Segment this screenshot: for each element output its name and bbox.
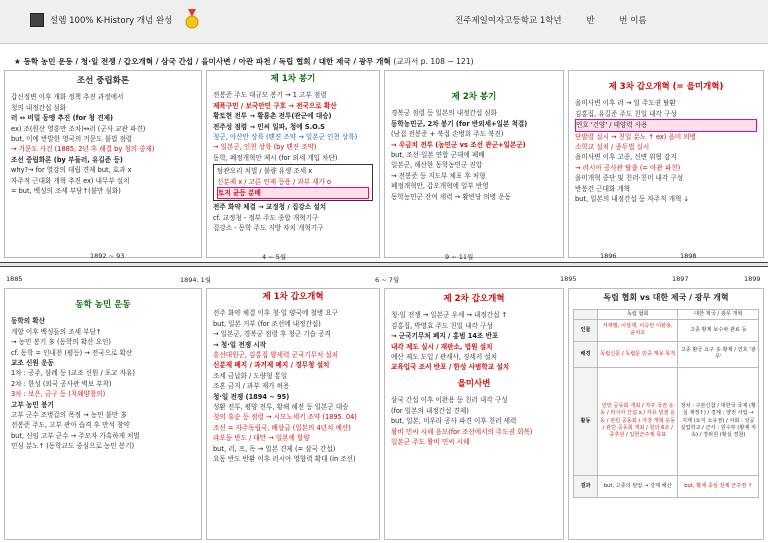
text-line: 탐관오리 처벌 / 불량 유생 조세 x bbox=[217, 167, 313, 176]
text-line: 러 ↔ 비밀 동맹 추진 (for 청 견제) bbox=[11, 114, 113, 123]
text-line: 황토현 전투 → 황룡촌 전투(관군에 대승) bbox=[213, 112, 332, 121]
table-header: 독립 협회 bbox=[598, 309, 678, 319]
table-cell: 고종 환궁 요구 多 황제 / 연호 '광무' bbox=[678, 341, 759, 367]
text-line: → 농민 봉기 多 (동학의 확산 요인) bbox=[11, 338, 111, 347]
third-reform-title: 제 3차 갑오개혁 (= 을미개혁) bbox=[608, 82, 724, 92]
medal-icon bbox=[185, 9, 199, 29]
text-line: 1차 : 공주, 삼례 등 (교조 신원 / 포교 자유) bbox=[11, 369, 135, 378]
third-reform-box bbox=[568, 70, 764, 258]
text-line: 동학농민군 잔여 세력 → 활빈당 의병 운동 bbox=[391, 192, 512, 201]
text-line: but, 러, 프, 독 → 일본 견제 (= 삼국 간섭) bbox=[213, 444, 336, 453]
text-line: 동학농민군, 2차 봉기 (for 반외세+일본 척결) bbox=[391, 119, 528, 128]
text-line: 반봉건 근대화 개혁 bbox=[575, 184, 631, 193]
text-line: 흥선대원군, 김홍집 양세력 군국기무처 설치 bbox=[213, 351, 339, 360]
text-line: (for 일본의 내정간섭 견제) bbox=[391, 406, 469, 415]
second-uprising-title: 제 2차 봉기 bbox=[451, 92, 497, 102]
timeline-date: 9 ~ 11월 bbox=[445, 253, 474, 261]
text-line: → 군국기무처 폐지 / 홍범 14조 반포 bbox=[391, 332, 499, 341]
first-uprising-title: 제 1차 봉기 bbox=[270, 74, 316, 84]
text-line: 토지 균등 분배 bbox=[217, 187, 369, 199]
timeline-year: 1895 bbox=[560, 275, 577, 283]
third-reform-lines bbox=[575, 98, 757, 204]
text-line: 을미개혁 중단 및 친러·친미 내각 구성 bbox=[575, 174, 684, 183]
text-line: but, 일본의 내정간섭 등 자주적 개혁 ↓ bbox=[575, 195, 689, 204]
text-line: 교조 신원 운동 bbox=[11, 359, 54, 368]
text-line: 요동 반도 반환 이후 러시아 영향력 확대 (in 조선) bbox=[213, 455, 356, 464]
text-line: → 전봉준 등 지도부 체포 후 처형 bbox=[391, 171, 486, 180]
text-line: → 거문도 사건 (1885, 2년 후 해결 by 청의 중재) bbox=[11, 145, 155, 154]
second-uprising-lines bbox=[391, 108, 557, 202]
text-line: 일본군 주도 왕비 민씨 시해 bbox=[391, 437, 470, 446]
text-line: 청군, 아산만 상륙 (톈진 조약 → 일본군 인천 상륙) bbox=[213, 133, 358, 142]
text-line: 일본군, 해산한 동학농민군 진압 bbox=[391, 161, 483, 170]
first-uprising-box bbox=[206, 70, 380, 258]
timeline-date: 1898 bbox=[680, 252, 697, 260]
text-line: why?→ for 열강의 대립 견제 but, 효과 x bbox=[11, 166, 132, 175]
timeline-year: 1897 bbox=[672, 275, 689, 283]
text-line: 전주 화약 체결 → 교정청 / 집강소 설치 bbox=[213, 203, 327, 212]
table-cell: but, 고종의 탄압 → 강제 해산 bbox=[598, 475, 678, 497]
text-line: 자주적 근대화 개혁 추진 ex) 내무부 설치 bbox=[11, 176, 130, 185]
text-line: 김홍집, 박영효 주도 친일 내각 구성 bbox=[391, 321, 493, 330]
donghak-lines bbox=[11, 316, 195, 451]
text-line: 조선 = 자주독립국, 배상금 (일본의 4년치 예산) bbox=[213, 423, 351, 432]
worksheet-title: 설렘 100% K-History 개념 완성 bbox=[50, 16, 173, 26]
table-header: 대한 제국 / 광무 개혁 bbox=[678, 309, 759, 319]
second-reform-box bbox=[384, 288, 564, 540]
text-line: cf. 동학 = 인내천 (평등) → 전국으로 확산 bbox=[11, 348, 133, 357]
comparison-table bbox=[573, 309, 759, 498]
neutrality-lines bbox=[11, 92, 195, 196]
eulmi-incident-lines bbox=[391, 395, 557, 447]
table-cell: 독립신문 / 독립문 민중 계몽 목적 bbox=[598, 341, 678, 367]
text-line: 단발령 실시 → 친일 분노 ↑ ex) 을미 의병 bbox=[575, 132, 697, 141]
first-uprising-lines bbox=[213, 90, 373, 163]
text-line: 동학, 폐정개혁안 제시 (for 외세 개입 차단) bbox=[213, 153, 338, 162]
page-subtitle: ★ 동학 농민 운동 / 청·일 전쟁 / 갑오개혁 / 삼국 간섭 / 을미사변 / 아관 파천 / 독립 협회 / 대한 제국 / 광무 개혁 (교과서 p. 108 ~ 121) bbox=[14, 57, 474, 66]
text-line: → 일본군, 경복궁 점령 후 청군 기습 공격 bbox=[213, 330, 331, 339]
text-line: 청·일 전쟁 (1894 ~ 95) bbox=[213, 392, 290, 401]
books-logo-icon bbox=[30, 13, 44, 27]
timeline-year: 1899 bbox=[744, 275, 761, 283]
text-line: 교육입국 조서 반포 / 한성 사범학교 설치 bbox=[391, 363, 510, 372]
donghak-title: 동학 농민 운동 bbox=[75, 300, 131, 310]
text-line: 청의 내정간섭 심화 bbox=[11, 103, 67, 112]
row-label: 결과 bbox=[574, 475, 598, 497]
text-line: ex) 조(원산 영흥만 조차)↔러 (군사 교관 파견) bbox=[11, 124, 146, 133]
text-line: 연호 '건양' / 태양력 사용 bbox=[575, 119, 757, 131]
table-cell: 서재필, 이상재, 이승만 이완용, 윤치호 bbox=[598, 319, 678, 341]
text-line: 소학교 설치 / 종두법 실시 bbox=[575, 143, 650, 152]
text-line: 신분제 폐지 / 과거제 폐지 / 경무청 설치 bbox=[213, 361, 330, 370]
text-line: → 러시아 공사관 탈출 (= 아관 파천) bbox=[575, 163, 681, 172]
text-line: 을미사변 이후 고종, 신변 위협 감지 bbox=[575, 153, 677, 162]
text-line: 고부 군수 조병갑의 폭정 → 농민 불만 多 bbox=[11, 411, 127, 420]
text-line: 폐정개혁안, 갑오개혁에 일부 반영 bbox=[391, 182, 489, 191]
row-label: 배경 bbox=[574, 341, 598, 367]
text-line: 조세 금납화 / 도량형 통일 bbox=[213, 371, 288, 380]
text-line: 갑신정변 이후 개화 정책 추진 과정에서 bbox=[11, 93, 124, 102]
name-label: 번 이름 bbox=[619, 16, 647, 26]
text-line: → 일본군, 인천 상륙 (by 톈진 조약) bbox=[213, 143, 317, 152]
timeline-bar bbox=[0, 262, 768, 267]
text-line: 청·일 전쟁 → 일본군 우세 → 내정간섭 ↑ bbox=[391, 311, 508, 320]
class-label: 반 bbox=[586, 16, 595, 26]
text-line: but, 일본 거부 (for 조선에 내정간섭) bbox=[213, 319, 321, 328]
timeline-year: 1894. 1월 bbox=[180, 276, 212, 284]
first-reform-box bbox=[206, 288, 380, 540]
text-line: but, 조선·일본 연합 군대에 패배 bbox=[391, 151, 485, 160]
school-name: 진주제일여자고등학교 1학년 bbox=[455, 16, 562, 26]
text-line: 왕비 민씨 시해 음모(for 조선에서의 주도권 회복) bbox=[391, 427, 533, 436]
text-line: 동학의 확산 bbox=[11, 317, 46, 326]
text-line: = but, 백성의 조세 부담↑(불만 심화) bbox=[11, 187, 121, 196]
second-reform-lines bbox=[391, 310, 557, 372]
text-line: 예산 제도 도입 / 관세사, 징세서 설치 bbox=[391, 353, 498, 362]
text-line: 을미사변 이후 러 → 일 주도권 탈환 bbox=[575, 99, 676, 108]
comparison-title: 독립 협회 vs 대한 제국 / 광무 개혁 bbox=[603, 293, 729, 302]
student-info bbox=[455, 14, 755, 26]
text-line: 조선 중립화론 (by 부들러, 유길준 등) bbox=[11, 155, 123, 164]
text-line: 3차 : 보은, 금구 등 (척왜양창의) bbox=[11, 390, 106, 399]
row-label: 인물 bbox=[574, 319, 598, 341]
text-line: 민심 분노↑ (동학교도 중심으로 농민 봉기) bbox=[11, 442, 135, 451]
text-line: → 우금치 전투 (농민군 vs 조선 관군+일본군) bbox=[391, 140, 526, 149]
timeline-year: 1885 bbox=[6, 275, 23, 283]
second-reform-title: 제 2차 갑오개혁 bbox=[443, 294, 505, 304]
second-uprising-box bbox=[384, 70, 564, 258]
donghak-box bbox=[4, 288, 202, 540]
first-reform-lines bbox=[213, 308, 373, 464]
text-line: but, 일본, 미우라 공사 파견 이후 친러 세력 bbox=[391, 417, 517, 426]
text-line: 조혼 금지 / 과부 재가 허용 bbox=[213, 382, 290, 391]
text-line: 2차 : 한성 (외국 공사관 벽보 부착) bbox=[11, 379, 112, 388]
table-cell: but, 황제 중심 전제 군주권 ↑ bbox=[678, 475, 759, 497]
comparison-box bbox=[568, 288, 764, 540]
text-line: cf. 교정청 - 정부 주도 종합 개혁기구 bbox=[213, 213, 319, 222]
text-line: 김홍집, 유길준 주도 친일 내각 구성 bbox=[575, 109, 677, 118]
text-line: 경복궁 점령 등 일본의 내정간섭 심화 bbox=[391, 109, 498, 118]
row-label: 활동 bbox=[574, 367, 598, 475]
text-line: 내각 제도 실시 / 재판소, 법원 설치 bbox=[391, 342, 493, 351]
table-cell: 고종 황제 보수파 관료 등 bbox=[678, 319, 759, 341]
text-line: 신분제 x / 고른 인재 등용 / 과부 재가 o bbox=[217, 177, 332, 186]
neutrality-box bbox=[4, 70, 202, 258]
timeline-year: 6 ~ 7월 bbox=[375, 276, 400, 284]
timeline-date: 1896 bbox=[600, 252, 617, 260]
text-line: → 청·일 전쟁 시작 bbox=[213, 340, 267, 349]
table-cell: 정치 : 구본신참 / 대한국 국제 (황실 재정↑) / 경제 : 양전 사업 → 지계 (토지 소유권) / 사회 : 상공 실업학교 / 군사 : 원수부 (황제 직속) / 경위원 (황실 경찰) bbox=[678, 367, 759, 475]
reform-proposal-box bbox=[213, 164, 373, 201]
first-reform-title: 제 1차 갑오개혁 bbox=[262, 292, 324, 302]
text-line: 청의 휴순 등 점령 → 시모노세키 조약 (1895. 04) bbox=[213, 413, 357, 422]
text-line: 삼국 간섭 이후 이완용 등 친러 내각 구성 bbox=[391, 396, 508, 405]
neutrality-title: 조선 중립화론 bbox=[76, 76, 130, 86]
eulmi-incident-title: 을미사변 bbox=[457, 378, 491, 389]
text-line: 전봉준 주도, 고부 관아 습격 후 만석 창약 bbox=[11, 421, 130, 430]
timeline-date: 4 ~ 5월 bbox=[262, 253, 287, 261]
text-line: 전주성 점령 → 민씨 일파, 청에 S.O.S bbox=[213, 122, 325, 131]
first-uprising-after bbox=[213, 202, 373, 233]
text-line: 제폭구민 / 보국안민 구호 → 전국으로 확산 bbox=[213, 101, 337, 110]
worksheet-header bbox=[0, 0, 768, 44]
text-line: 고부 농민 봉기 bbox=[11, 400, 54, 409]
text-line: but, 신임 고부 군수 → 주모자 가혹하게 처벌 bbox=[11, 431, 140, 440]
text-line: 전봉준 주도 대규모 봉기 → 1 고부 점령 bbox=[213, 91, 327, 100]
text-line: but, 이에 반발한 영국의 거문도 불법 점령 bbox=[11, 135, 133, 144]
timeline-date: 1892 ~ 93 bbox=[90, 252, 125, 260]
text-line: 랴오둥 반도 / 대만 → 일본에 할양 bbox=[213, 434, 310, 443]
text-line: (남접 전봉준 + 북접 손병희 주도 북진) bbox=[391, 130, 504, 139]
table-cell: 만민 공동회 개최 / 자주 국권 운동 / 러시아 간섭 x / 자유 민권 운동 / 관민 공동회 / 자강 개혁 운동 / 관민 공동회 개최 / 헌의 6조 / 중추원 / 입헌군주제 목표 bbox=[598, 367, 678, 475]
text-line: 전주 화약 체결 이후 청·일 양국에 철병 요구 bbox=[213, 309, 339, 318]
text-line: 개항 이후 백성들의 조세 부담↑ bbox=[11, 327, 102, 336]
text-line: 성환 전투, 평양 전투, 황해 해전 등 일본군 대승 bbox=[213, 403, 349, 412]
text-line: 집강소 - 동학 주도 지방 자치 개혁기구 bbox=[213, 224, 324, 233]
